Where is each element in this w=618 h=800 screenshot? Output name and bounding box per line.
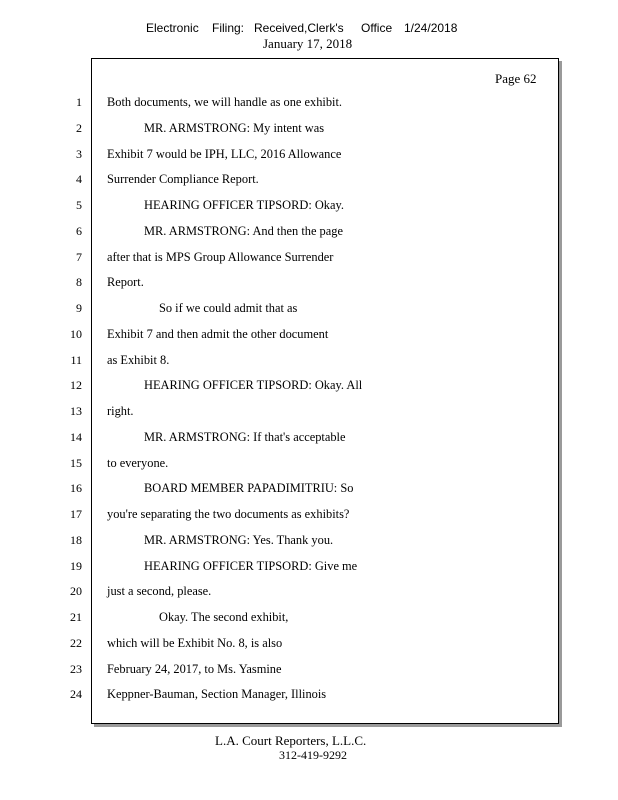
hearing-date: January 17, 2018 xyxy=(263,36,353,51)
filing-stamp xyxy=(0,21,618,37)
transcript-line-text: Report. xyxy=(107,275,144,289)
transcript-line-text: HEARING OFFICER TIPSORD: Okay. xyxy=(144,198,344,212)
transcript-line-text: Exhibit 7 and then admit the other document xyxy=(107,327,329,341)
line-number: 14 xyxy=(70,430,82,444)
line-number: 4 xyxy=(76,172,82,186)
line-number: 22 xyxy=(70,636,82,650)
line-number: 6 xyxy=(76,224,82,238)
line-number: 24 xyxy=(70,687,82,701)
transcript-line-text: HEARING OFFICER TIPSORD: Okay. All xyxy=(144,378,363,392)
line-number: 5 xyxy=(76,198,82,212)
line-number: 21 xyxy=(70,610,82,624)
transcript-line-text: MR. ARMSTRONG: If that's acceptable xyxy=(144,430,346,444)
transcript-line-text: which will be Exhibit No. 8, is also xyxy=(107,636,283,650)
line-number: 23 xyxy=(70,662,82,676)
stamp-electronic: Electronic xyxy=(146,21,199,35)
line-number: 1 xyxy=(76,95,82,109)
transcript-line-text: MR. ARMSTRONG: And then the page xyxy=(144,224,343,238)
line-number: 12 xyxy=(70,378,82,392)
stamp-date: 1/24/2018 xyxy=(404,21,458,35)
line-number: 13 xyxy=(70,404,82,418)
transcript-line-text: So if we could admit that as xyxy=(159,301,298,315)
transcript-line-text: just a second, please. xyxy=(107,584,212,598)
transcript-line-text: Okay. The second exhibit, xyxy=(159,610,289,624)
line-number: 15 xyxy=(70,456,82,470)
transcript-line-text: to everyone. xyxy=(107,456,169,470)
line-number: 9 xyxy=(76,301,82,315)
line-number: 2 xyxy=(76,121,82,135)
transcript-line-text: as Exhibit 8. xyxy=(107,353,170,367)
transcript-line-text: Keppner-Bauman, Section Manager, Illinois xyxy=(107,687,327,701)
stamp-received: Received,Clerk's xyxy=(254,21,344,35)
footer-company: L.A. Court Reporters, L.L.C. xyxy=(215,733,367,748)
transcript-line-text: MR. ARMSTRONG: Yes. Thank you. xyxy=(144,533,334,547)
line-number: 3 xyxy=(76,147,82,161)
transcript-line-text: Both documents, we will handle as one exhibit. xyxy=(107,95,343,109)
line-number: 17 xyxy=(70,507,82,521)
transcript-line-text: you're separating the two documents as exhibits? xyxy=(107,507,350,521)
footer-phone: 312-419-9292 xyxy=(279,748,347,762)
transcript-line-text: February 24, 2017, to Ms. Yasmine xyxy=(107,662,282,676)
stamp-filing: Filing: xyxy=(212,21,245,35)
line-number: 7 xyxy=(76,250,82,264)
line-number: 20 xyxy=(70,584,82,598)
transcript-line-text: Exhibit 7 would be IPH, LLC, 2016 Allowance xyxy=(107,147,342,161)
stamp-office: Office xyxy=(361,21,393,35)
line-number: 18 xyxy=(70,533,82,547)
line-number: 16 xyxy=(70,481,82,495)
transcript-line-text: HEARING OFFICER TIPSORD: Give me xyxy=(144,559,358,573)
transcript-line-text: BOARD MEMBER PAPADIMITRIU: So xyxy=(144,481,354,495)
page-number: Page 62 xyxy=(495,71,537,86)
transcript-line-text: after that is MPS Group Allowance Surrender xyxy=(107,250,334,264)
line-number: 10 xyxy=(70,327,82,341)
transcript-line-text: MR. ARMSTRONG: My intent was xyxy=(144,121,325,135)
line-number: 19 xyxy=(70,559,82,573)
transcript-line-text: right. xyxy=(107,404,134,418)
transcript-line-text: Surrender Compliance Report. xyxy=(107,172,259,186)
line-number: 11 xyxy=(70,353,82,367)
line-number: 8 xyxy=(76,275,82,289)
